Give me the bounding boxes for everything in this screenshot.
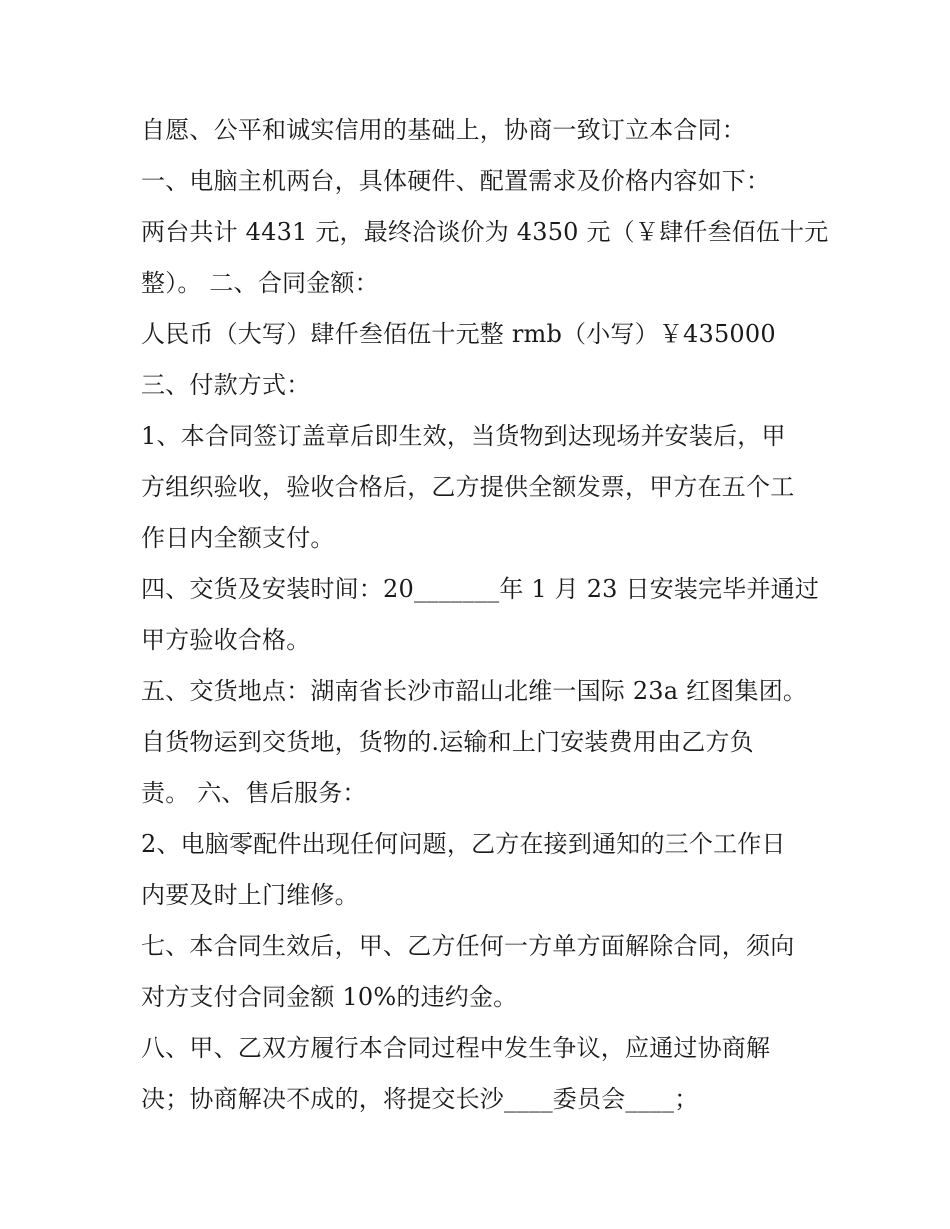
text-line-2: 一、电脑主机两台，具体硬件、配置需求及价格内容如下： [141,167,771,195]
text-line-16: 内要及时上门维修。 [141,881,359,909]
text-line-6: 三、付款方式： [141,371,311,399]
text-line-1: 自愿、公平和诚实信用的基础上，协商一致订立本合同： [141,116,746,144]
text-line-20: 决；协商解决不成的，将提交长沙____委员会____； [141,1085,699,1113]
text-line-15: 2、电脑零配件出现任何问题，乙方在接到通知的三个工作日 [141,830,786,858]
text-line-9: 作日内全额支付。 [141,524,335,552]
text-line-11: 甲方验收合格。 [141,626,311,654]
text-line-19: 八、甲、乙双方履行本合同过程中发生争议，应通过协商解 [141,1034,771,1062]
text-line-14: 责。 六、售后服务： [141,779,367,807]
text-line-10: 四、交货及安装时间：20_______年 1 月 23 日安装完毕并通过 [141,575,820,603]
text-line-17: 七、本合同生效后，甲、乙方任何一方单方面解除合同，须向 [141,932,795,960]
text-line-4: 整）。 二、合同金额： [141,269,379,297]
text-line-8: 方组织验收，验收合格后，乙方提供全额发票，甲方在五个工 [141,473,795,501]
text-line-5: 人民币（大写）肆仟叁佰伍十元整 rmb（小写）￥435000 [141,320,776,348]
document-body [141,105,829,1125]
text-line-18: 对方支付合同金额 10%的违约金。 [141,983,518,1011]
text-line-13: 自货物运到交货地，货物的.运输和上门安装费用由乙方负 [141,728,754,756]
text-line-12: 五、交货地点：湖南省长沙市韶山北维一国际 23a 红图集团。 [141,677,808,705]
text-line-7: 1、本合同签订盖章后即生效，当货物到达现场并安装后，甲 [141,422,786,450]
text-line-3: 两台共计 4431 元，最终洽谈价为 4350 元（￥肆仟叁佰伍十元 [141,218,829,246]
